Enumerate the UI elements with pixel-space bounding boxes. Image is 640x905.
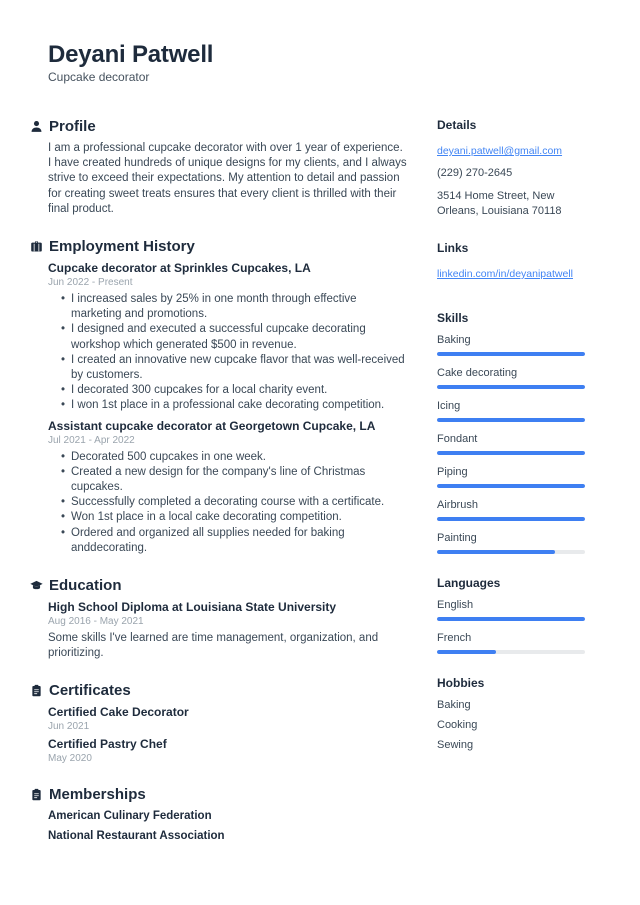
skill-name: Airbrush (437, 499, 478, 511)
skill-bar (437, 352, 585, 356)
skill-item (437, 334, 585, 356)
job-title: Assistant cupcake decorator at Georgetown Cupcake, LA (48, 418, 376, 433)
skill-name: Icing (437, 400, 461, 412)
skill-bar (437, 550, 585, 554)
bullet-item: • I increased sales by 25% in one month through effective marketing and promotions. (61, 292, 408, 322)
bullet-item: • I designed and executed a successful cupcake decorating workshop which generated $500 in revenue. (61, 322, 408, 352)
skill-name: Fondant (437, 433, 478, 445)
language-bar-fill (437, 650, 496, 654)
sidebar-section-languages (437, 576, 585, 654)
membership-item: American Culinary Federation (48, 810, 212, 823)
membership-item: National Restaurant Association (48, 830, 225, 843)
job-title: Cupcake decorator at Sprinkles Cupcakes, LA (48, 261, 311, 276)
details-heading: Details (437, 118, 477, 132)
person-icon (30, 120, 43, 133)
skill-bar (437, 517, 585, 521)
employment-heading: Employment History (49, 238, 195, 256)
graduation-cap-icon (30, 579, 43, 592)
sidebar-section-details (437, 118, 585, 219)
email-link[interactable]: deyani.patwell@gmail.com (437, 145, 563, 157)
briefcase-icon (30, 240, 43, 253)
skill-item (437, 466, 585, 488)
bullet-item: • I decorated 300 cupcakes for a local charity event. (61, 383, 408, 398)
sidebar-section-hobbies (437, 676, 585, 752)
skill-item (437, 400, 585, 422)
certificate-icon (30, 684, 43, 697)
sidebar (437, 118, 585, 864)
language-item (437, 632, 585, 654)
bullet-item: • Successfully completed a decorating course with a certificate. (61, 495, 408, 510)
certificate-title: Certified Cake Decorator (48, 705, 189, 720)
bullet-item: • I won 1st place in a professional cake decorating competition. (61, 398, 408, 413)
skill-name: Painting (437, 532, 477, 544)
section-profile (48, 118, 408, 217)
skill-bar-fill (437, 550, 555, 554)
education-dates: Aug 2016 - May 2021 (48, 616, 144, 628)
hobby-item: Sewing (437, 739, 474, 751)
skill-bar (437, 484, 585, 488)
certificate-entry (48, 705, 408, 733)
skill-item (437, 367, 585, 389)
language-name: English (437, 599, 474, 611)
membership-icon (30, 788, 43, 801)
skill-name: Piping (437, 466, 468, 478)
profile-text: I am a professional cupcake decorator with over 1 year of experience. I have created hundreds of unique designs for my clients, and I always strive to exceed their expectations. My attention to detail and passion for creating sweet treats ensures that every client is thrilled with their final product. (48, 142, 407, 215)
candidate-name: Deyani Patwell (48, 41, 214, 68)
skill-item (437, 499, 585, 521)
job-dates: Jul 2021 - Apr 2022 (48, 434, 135, 446)
certificates-heading: Certificates (49, 682, 131, 700)
skill-bar (437, 451, 585, 455)
skill-name: Baking (437, 334, 471, 346)
skill-bar-fill (437, 517, 585, 521)
degree-title: High School Diploma at Louisiana State University (48, 600, 337, 615)
section-education (48, 577, 408, 661)
certificate-dates: May 2020 (48, 753, 92, 765)
language-bar-fill (437, 617, 585, 621)
bullet-item: • I created an innovative new cupcake flavor that was well-received by customers. (61, 353, 408, 383)
address: 3514 Home Street, New Orleans, Louisiana 70118 (437, 190, 562, 217)
main-column (30, 118, 408, 864)
skill-bar-fill (437, 484, 585, 488)
skill-bar-fill (437, 451, 585, 455)
sidebar-section-skills (437, 311, 585, 554)
section-employment-history (48, 238, 408, 556)
resume-body (30, 118, 585, 864)
language-bar (437, 617, 585, 621)
skill-name: Cake decorating (437, 367, 518, 379)
skill-bar (437, 385, 585, 389)
job-bullet-list (48, 450, 408, 556)
section-certificates (48, 682, 408, 765)
bullet-item: • Ordered and organized all supplies needed for baking anddecorating. (61, 526, 408, 556)
education-heading: Education (49, 577, 122, 595)
certificate-dates: Jun 2021 (48, 721, 90, 733)
language-name: French (437, 632, 472, 644)
skill-item (437, 532, 585, 554)
sidebar-section-links (437, 241, 585, 289)
bullet-item: • Created a new design for the company's line of Christmas cupcakes. (61, 465, 408, 495)
memberships-heading: Memberships (49, 786, 146, 804)
profile-heading: Profile (49, 118, 96, 135)
education-description: Some skills I've learned are time management, organization, and prioritizing. (48, 632, 379, 660)
skill-bar-fill (437, 418, 585, 422)
resume-header (30, 42, 585, 84)
skill-item (437, 433, 585, 455)
languages-heading: Languages (437, 576, 501, 590)
linkedin-link[interactable]: linkedin.com/in/deyanipatwell (437, 268, 573, 280)
hobbies-heading: Hobbies (437, 676, 485, 690)
section-memberships (48, 786, 408, 843)
job-entry (48, 419, 408, 556)
candidate-job-title: Cupcake decorator (48, 70, 150, 84)
bullet-item: • Won 1st place in a local cake decorating competition. (61, 510, 408, 525)
job-bullet-list (48, 292, 408, 414)
skill-bar (437, 418, 585, 422)
phone-number: (229) 270-2645 (437, 167, 513, 179)
certificate-title: Certified Pastry Chef (48, 737, 167, 752)
certificate-entry (48, 737, 408, 765)
skill-bar-fill (437, 352, 585, 356)
bullet-item: • Decorated 500 cupcakes in one week. (61, 450, 408, 465)
job-entry (48, 261, 408, 414)
language-item (437, 599, 585, 621)
hobby-item: Baking (437, 699, 471, 711)
skill-bar-fill (437, 385, 585, 389)
language-bar (437, 650, 585, 654)
skills-heading: Skills (437, 311, 469, 325)
links-heading: Links (437, 241, 469, 255)
hobby-item: Cooking (437, 719, 478, 731)
job-dates: Jun 2022 - Present (48, 277, 133, 289)
